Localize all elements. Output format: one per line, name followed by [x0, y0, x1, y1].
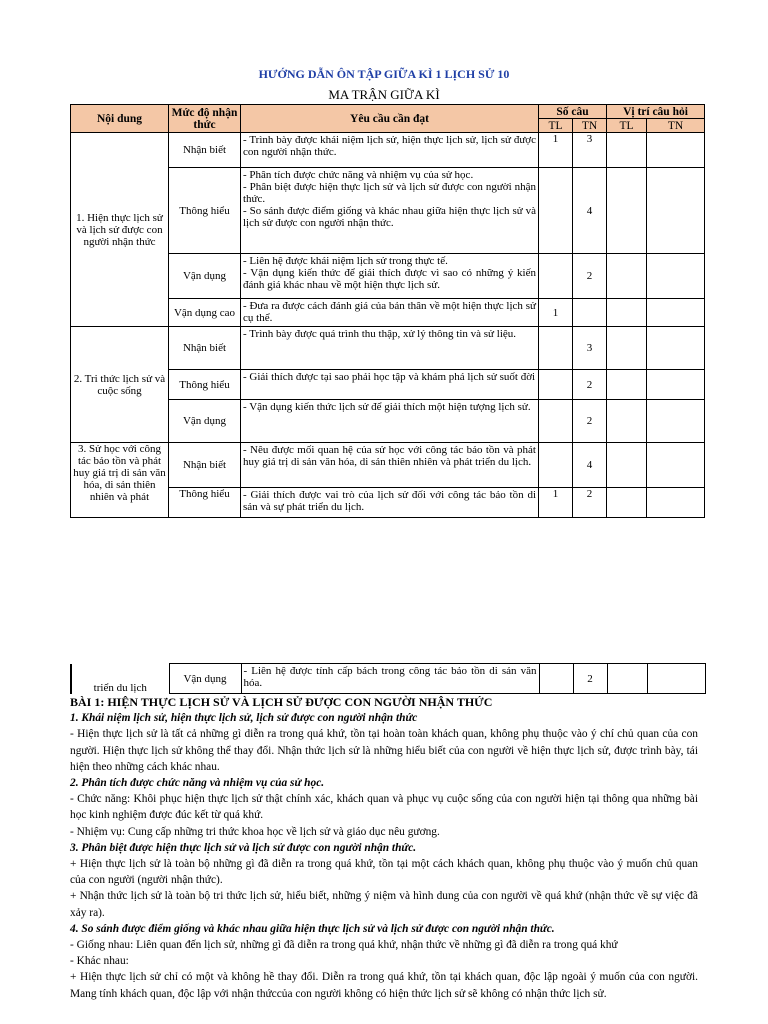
section-heading: 4. So sánh được điểm giống và khác nhau giữa hiện thực lịch sử và lịch sử được con người nhận thức.: [70, 922, 555, 935]
requirement-cell: [241, 254, 539, 299]
requirement-text: - Trình bày được quá trình thu thập, xử lý thông tin và sử liệu.: [243, 328, 517, 340]
requirement-text: - Liên hệ được khái niệm lịch sử trong thực tế.: [243, 255, 448, 267]
requirement-cell: [241, 400, 539, 443]
requirement-text: - Phân tích được chức năng và nhiệm vụ của sử học.: [243, 169, 474, 181]
paragraph: + Hiện thực lịch sử là toàn bộ những gì đã diễn ra trong quá khứ, tồn tại một cách khách quan, không phụ thuộc vào ý muốn chủ quan của con người (người nhận thức).: [70, 858, 698, 887]
topic-cell: 3. Sử học với công tác bảo tồn và phát huy giá trị di sản văn hóa, di sản thiên nhiên và phát: [71, 443, 169, 518]
level-cell: Thông hiểu: [169, 168, 241, 254]
requirement-text: - So sánh được điểm giống và khác nhau giữa hiện thực lịch sử và lịch sử được con người nhận thức.: [243, 205, 536, 229]
paragraph: - Hiện thực lịch sử là tất cả những gì diễn ra trong quá khứ, tồn tại hoàn toàn khách quan, không phụ thuộc vào ý chí chủ quan của con người. Hiện thực lịch sử không thể thay đổi. Nhận thức lịch sử là những hiểu biết của con người về hiện thực lịch sử, được trình bày, tái hiện theo những cách khác nhau.: [70, 728, 698, 773]
tl-count: 1: [539, 488, 573, 518]
table-row: [71, 664, 705, 694]
paragraph: + Hiện thực lịch sử chỉ có một và không hề thay đổi. Diễn ra trong quá khứ, tồn tại khách quan, độc lập ngoài ý muốn của con người. Mang tính khách quan, độc lập với nhận thứccủa con người không có hiện thức lịch sử sẽ không có nhận thức lịch sử.: [70, 971, 698, 1000]
tn-count: 2: [573, 664, 607, 694]
paragraph: - Chức năng: Khôi phục hiện thực lịch sử thật chính xác, khách quan và phục vụ cuộc sống của con người hiện tại thông qua những bài học kinh nghiệm được đúc kết từ quá khứ.: [70, 793, 698, 822]
level-cell: Thông hiểu: [169, 370, 241, 400]
tl-count: [539, 400, 573, 443]
level-cell: Vận dụng: [169, 400, 241, 443]
topic-cell: triển du lịch: [71, 664, 169, 694]
header-tn-position: TN: [647, 119, 705, 133]
header-position: Vị trí câu hỏi: [607, 105, 705, 119]
level-cell: Nhận biết: [169, 133, 241, 168]
section-heading: 3. Phân biệt được hiện thực lịch sử và lịch sử được con người nhận thức.: [70, 841, 417, 854]
requirement-text: - Vận dụng kiến thức lịch sử để giải thích một hiện tượng lịch sử.: [243, 401, 531, 413]
tl-position: [607, 133, 647, 168]
tl-count: [539, 370, 573, 400]
tn-position: [647, 133, 705, 168]
section-heading: 2. Phân tích được chức năng và nhiệm vụ của sử học.: [70, 777, 325, 790]
matrix-subtitle: MA TRẬN GIỮA KÌ: [328, 87, 440, 102]
tn-position: [647, 443, 705, 488]
tl-count: [539, 168, 573, 254]
tl-position: [607, 168, 647, 254]
requirement-cell: [241, 370, 539, 400]
tn-position: [647, 664, 705, 694]
requirement-text: - Trình bày được khái niệm lịch sử, hiện thực lịch sử, lịch sử được con người nhận thức.: [243, 134, 536, 158]
topic-cell: 2. Tri thức lịch sử và cuộc sống: [71, 327, 169, 443]
requirement-cell: [241, 168, 539, 254]
requirement-text: - Phân biệt được hiện thực lịch sử và lịch sử được con người nhận thức.: [243, 181, 536, 205]
level-cell: Nhận biết: [169, 327, 241, 370]
matrix-table-continued: [70, 663, 706, 694]
header-count: Số câu: [539, 105, 607, 119]
tn-position: [647, 168, 705, 254]
requirement-text: - Nêu được mối quan hệ của sử học với công tác bảo tồn và phát huy giá trị di sản văn hóa, di sản thiên nhiên và phát triển du lịch.: [243, 444, 536, 468]
tl-position: [607, 400, 647, 443]
header-requirement: Yêu cầu cần đạt: [241, 105, 539, 133]
header-tn: TN: [573, 119, 607, 133]
requirement-text: - Giải thích được tại sao phải học tập và khám phá lịch sử suốt đời: [243, 371, 536, 383]
table-row: [71, 327, 705, 370]
tl-position: [607, 664, 647, 694]
tn-count: [573, 299, 607, 327]
document-title: HƯỚNG DẪN ÔN TẬP GIỮA KÌ 1 LỊCH SỬ 10: [258, 67, 510, 81]
lesson-title: BÀI 1: HIỆN THỰC LỊCH SỬ VÀ LỊCH SỬ ĐƯỢC CON NGƯỜI NHẬN THỨC: [70, 695, 493, 709]
table-row: [71, 133, 705, 168]
level-cell: Nhận biết: [169, 443, 241, 488]
table-row: [71, 443, 705, 488]
tl-position: [607, 488, 647, 518]
tn-count: 2: [573, 400, 607, 443]
header-tl: TL: [539, 119, 573, 133]
tl-count: [539, 443, 573, 488]
paragraph: - Khác nhau:: [70, 955, 129, 968]
tn-position: [647, 370, 705, 400]
header-level: Mức độ nhận thức: [169, 105, 241, 133]
requirement-text: - Đưa ra được cách đánh giá của bản thân về một hiện thực lịch sử cụ thể.: [243, 300, 536, 324]
paragraph: - Nhiệm vụ: Cung cấp những tri thức khoa học về lịch sử và giáo dục nêu gương.: [70, 825, 440, 838]
requirement-text: - Giải thích được vai trò của lịch sử đối với công tác bảo tồn di sản và sự phát triển du lịch.: [243, 489, 536, 513]
tl-position: [607, 443, 647, 488]
tl-position: [607, 370, 647, 400]
tl-count: 1: [539, 133, 573, 168]
requirement-cell: [241, 299, 539, 327]
requirement-text: - Liên hệ được tính cấp bách trong công tác bảo tồn di sản văn hóa.: [243, 665, 537, 689]
tn-count: 3: [573, 327, 607, 370]
lesson-section: [70, 694, 698, 1002]
level-cell: Thông hiểu: [169, 488, 241, 518]
requirement-cell: [241, 327, 539, 370]
tn-count: 4: [573, 168, 607, 254]
tl-count: 1: [539, 299, 573, 327]
tl-count: [539, 327, 573, 370]
paragraph: - Giống nhau: Liên quan đến lịch sử, những gì đã diễn ra trong quá khứ, nhận thức về những gì đã diễn ra trong quá khứ: [70, 939, 618, 952]
tl-count: [539, 254, 573, 299]
topic-cell: 1. Hiện thực lịch sử và lịch sử được con người nhận thức: [71, 133, 169, 327]
tn-count: 3: [573, 133, 607, 168]
tl-position: [607, 299, 647, 327]
level-cell: Vận dụng cao: [169, 299, 241, 327]
tn-position: [647, 254, 705, 299]
header-tl-position: TL: [607, 119, 647, 133]
tn-count: 2: [573, 488, 607, 518]
tl-position: [607, 327, 647, 370]
tn-position: [647, 488, 705, 518]
section-heading: 1. Khái niệm lịch sử, hiện thực lịch sử, lịch sử được con người nhận thức: [70, 712, 418, 725]
paragraph: + Nhận thức lịch sử là toàn bộ tri thức lịch sử, hiểu biết, những ý niệm và hình dung của con người về quá khứ (nhận thức về sự việc đã xảy ra).: [70, 890, 698, 919]
requirement-cell: [241, 664, 539, 694]
requirement-cell: [241, 133, 539, 168]
header-content: Nội dung: [71, 105, 169, 133]
tn-position: [647, 400, 705, 443]
tn-count: 2: [573, 370, 607, 400]
level-cell: Vận dụng: [169, 254, 241, 299]
tn-count: 2: [573, 254, 607, 299]
requirement-text: - Vận dụng kiến thức để giải thích được vì sao có những ý kiến đánh giá khác nhau về một hiện thực lịch sử.: [243, 267, 536, 291]
requirement-cell: [241, 443, 539, 488]
tl-count: [539, 664, 573, 694]
tn-position: [647, 327, 705, 370]
matrix-table: [70, 104, 705, 518]
tn-count: 4: [573, 443, 607, 488]
tn-position: [647, 299, 705, 327]
tl-position: [607, 254, 647, 299]
level-cell: Vận dụng: [169, 664, 241, 694]
requirement-cell: [241, 488, 539, 518]
